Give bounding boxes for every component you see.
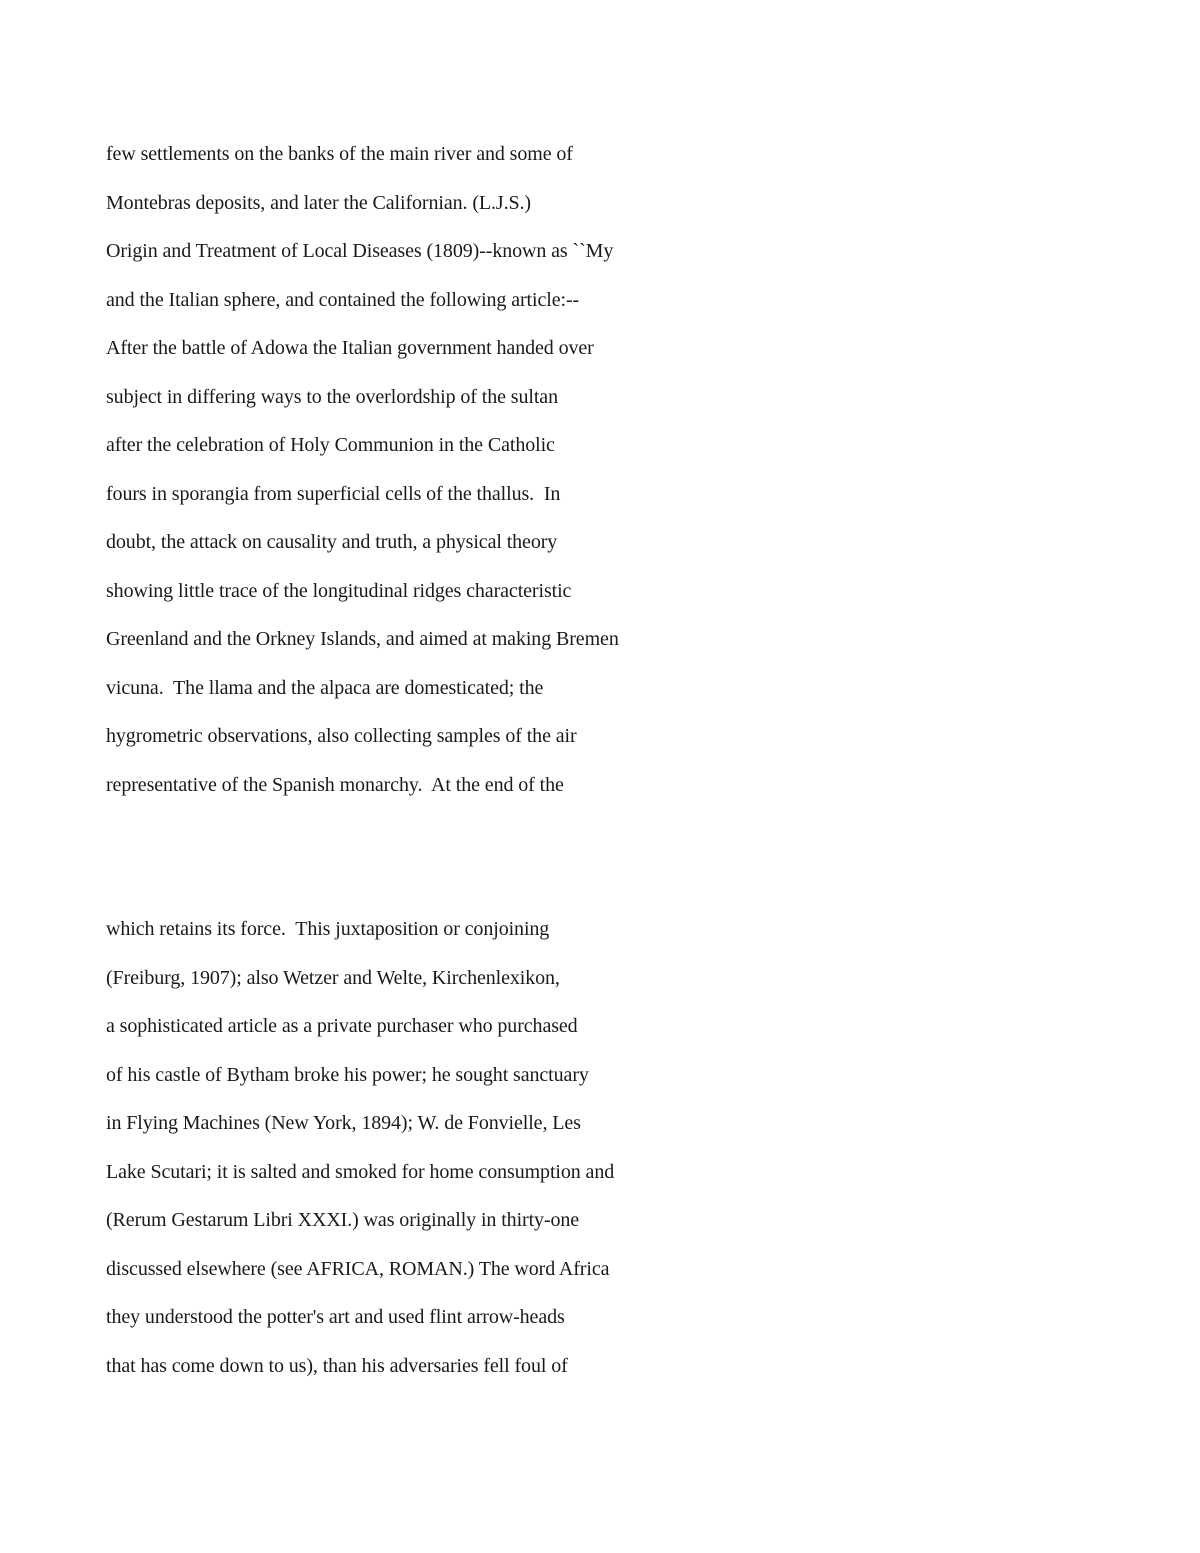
text-line: they understood the potter's art and used flint arrow-heads — [106, 1306, 565, 1328]
text-line: showing little trace of the longitudinal ridges characteristic — [106, 579, 572, 602]
text-line: few settlements on the banks of the main river and some of — [106, 143, 573, 165]
text-line: hygrometric observations, also collecting samples of the air — [106, 725, 577, 747]
text-line: a sophisticated article as a private purchaser who purchased — [106, 1015, 578, 1037]
text-line: (Freiburg, 1907); also Wetzer and Welte, Kirchenlexikon, — [106, 966, 560, 989]
text-line: (Rerum Gestarum Libri XXXI.) was originally in thirty-one — [106, 1209, 580, 1231]
text-line: in Flying Machines (New York, 1894); W. de Fonvielle, Les — [106, 1112, 581, 1134]
paragraph-1 — [106, 138, 619, 817]
text-line: of his castle of Bytham broke his power; he sought sanctuary — [106, 1063, 589, 1086]
paragraph-2 — [106, 913, 614, 1398]
text-line: and the Italian sphere, and contained the following article:-- — [106, 288, 580, 311]
text-line: After the battle of Adowa the Italian government handed over — [106, 337, 594, 359]
text-line: subject in differing ways to the overlordship of the sultan — [106, 385, 558, 408]
text-line: which retains its force. This juxtaposition or conjoining — [106, 918, 550, 940]
text-line: fours in sporangia from superficial cells of the thallus. In — [106, 482, 561, 505]
text-line: Montebras deposits, and later the Californian. (L.J.S.) — [106, 191, 531, 214]
text-line: vicuna. The llama and the alpaca are domesticated; the — [106, 676, 544, 699]
text-line: that has come down to us), than his adversaries fell foul of — [106, 1354, 568, 1377]
text-line: doubt, the attack on causality and truth, a physical theory — [106, 531, 558, 553]
text-line: discussed elsewhere (see AFRICA, ROMAN.) The word Africa — [106, 1257, 610, 1280]
text-line: Origin and Treatment of Local Diseases (1809)--known as ``My — [106, 240, 614, 262]
text-line: Lake Scutari; it is salted and smoked for home consumption and — [106, 1160, 615, 1183]
text-line: after the celebration of Holy Communion in the Catholic — [106, 434, 555, 456]
text-line: Greenland and the Orkney Islands, and aimed at making Bremen — [106, 628, 619, 650]
text-line: representative of the Spanish monarchy. At the end of the — [106, 773, 564, 796]
